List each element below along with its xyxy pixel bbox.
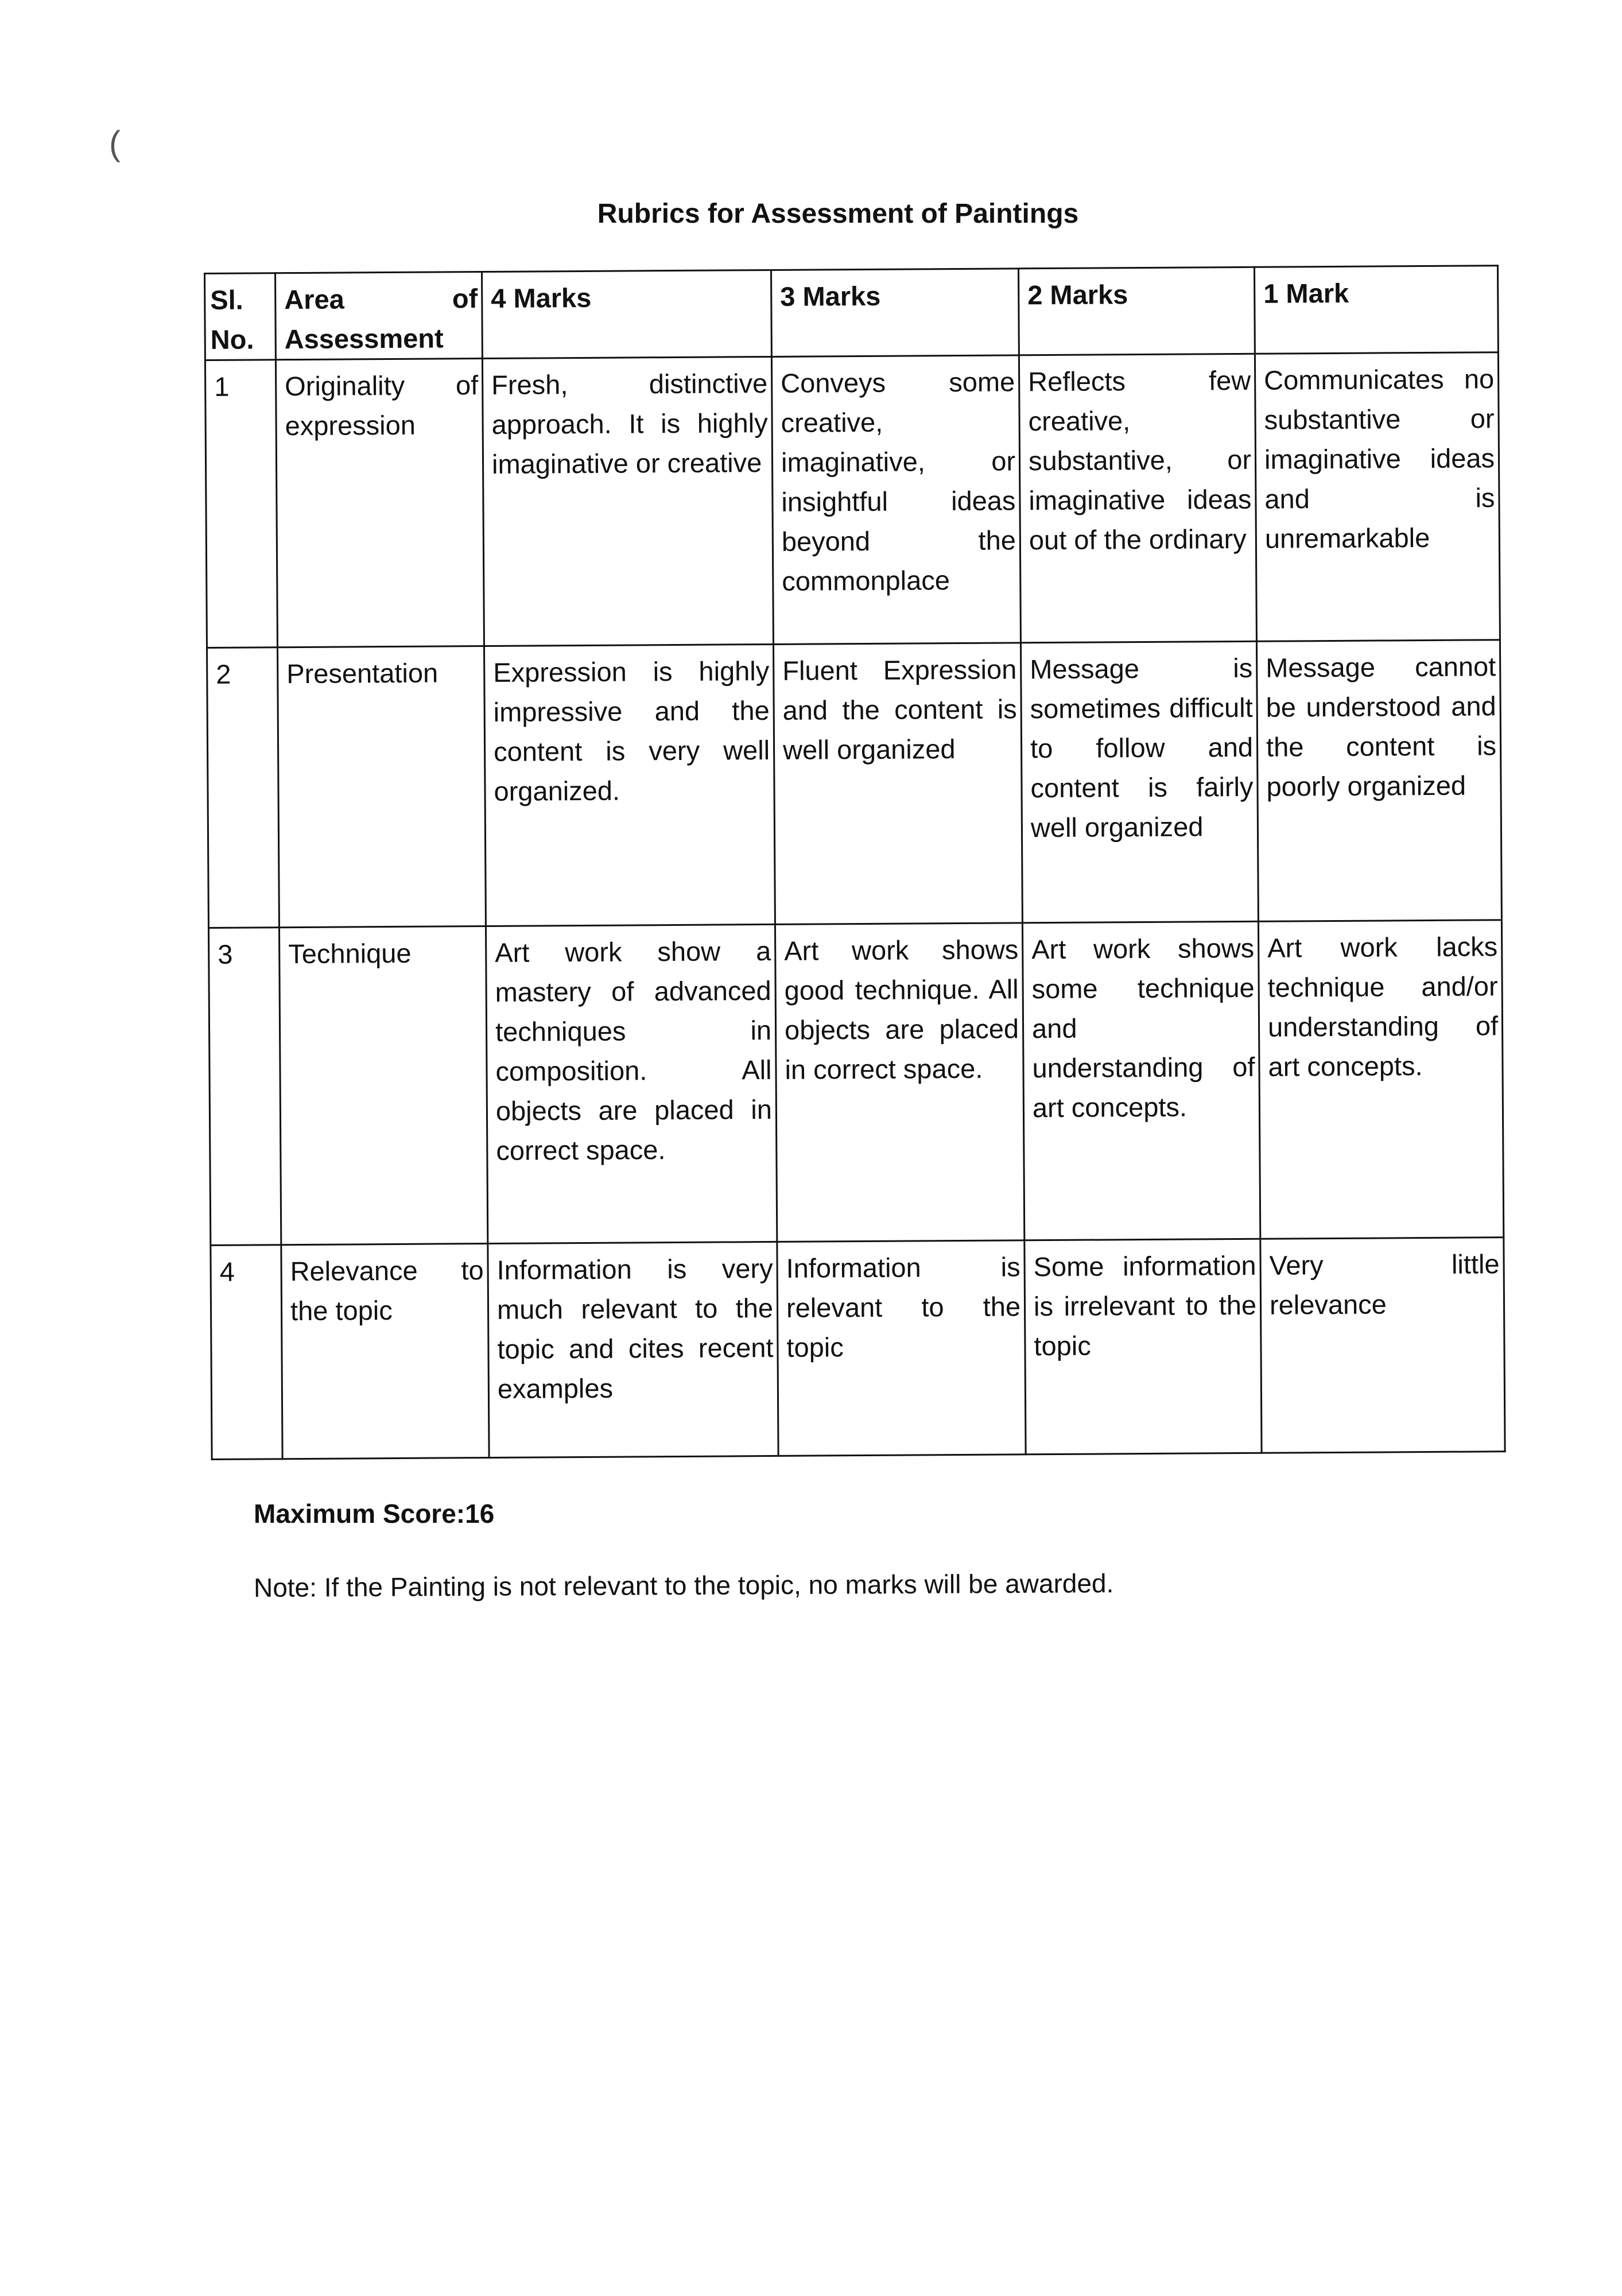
cell-1-mark: Communicates no substantive or imaginative ideas and is unremarkable — [1255, 352, 1500, 642]
header-area: Area of Assessment — [275, 272, 483, 360]
cell-3-marks: Art work shows good technique. All objects are placed in correct space. — [775, 923, 1024, 1242]
cell-4-marks: Expression is highly impressive and the content is very well organized. — [484, 644, 775, 926]
cell-sl-no: 3 — [208, 928, 281, 1246]
cell-4-marks: Fresh, distinctive approach. It is highly imaginative or creative — [482, 356, 773, 646]
cell-3-marks: Conveys some creative, imaginative, or insightful ideas beyond the commonplace — [771, 355, 1020, 645]
header-3-marks: 3 Marks — [771, 269, 1019, 357]
cell-4-marks: Art work show a mastery of advanced techniques in composition. All objects are placed in correct space. — [486, 924, 777, 1243]
scan-mark: ( — [109, 124, 121, 162]
cell-2-marks: Some information is irrelevant to the topic — [1025, 1239, 1262, 1455]
cell-sl-no: 2 — [207, 647, 279, 928]
cell-area: Originality of expression — [275, 359, 484, 647]
cell-2-marks: Message is sometimes difficult to follow and content is fairly well organized — [1020, 641, 1258, 923]
cell-area: Technique — [279, 926, 487, 1245]
cell-2-marks: Art work shows some technique and understanding of art concepts. — [1022, 921, 1260, 1240]
cell-1-mark: Art work lacks technique and/or understanding of art concepts. — [1258, 920, 1503, 1239]
cell-1-mark: Very little relevance — [1260, 1238, 1505, 1453]
cell-3-marks: Information is relevant to the topic — [777, 1240, 1026, 1456]
table-header-row — [205, 266, 1499, 360]
cell-sl-no: 1 — [205, 360, 277, 648]
header-4-marks: 4 Marks — [482, 270, 772, 358]
maximum-score: Maximum Score:16 — [254, 1499, 495, 1529]
rubric-table — [204, 265, 1506, 1460]
cell-sl-no: 4 — [211, 1245, 282, 1460]
table-row — [207, 640, 1501, 928]
header-2-marks: 2 Marks — [1018, 267, 1255, 355]
table-row — [208, 920, 1503, 1246]
cell-3-marks: Fluent Expression and the content is well organized — [773, 643, 1022, 925]
header-sl-no: Sl. No. — [205, 273, 276, 360]
cell-area: Presentation — [277, 646, 486, 928]
header-1-mark: 1 Mark — [1254, 266, 1498, 354]
table-row — [205, 352, 1500, 648]
cell-1-mark: Message cannot be understood and the content is poorly organized — [1256, 640, 1501, 922]
table-row — [211, 1238, 1505, 1460]
document-title: Rubrics for Assessment of Paintings — [597, 199, 1079, 229]
cell-2-marks: Reflects few creative, substantive, or imaginative ideas out of the ordinary — [1019, 354, 1256, 643]
note: Note: If the Painting is not relevant to the topic, no marks will be awarded. — [253, 1568, 1114, 1603]
cell-area: Relevance to the topic — [281, 1244, 489, 1459]
cell-4-marks: Information is very much relevant to the topic and cites recent examples — [488, 1242, 778, 1457]
